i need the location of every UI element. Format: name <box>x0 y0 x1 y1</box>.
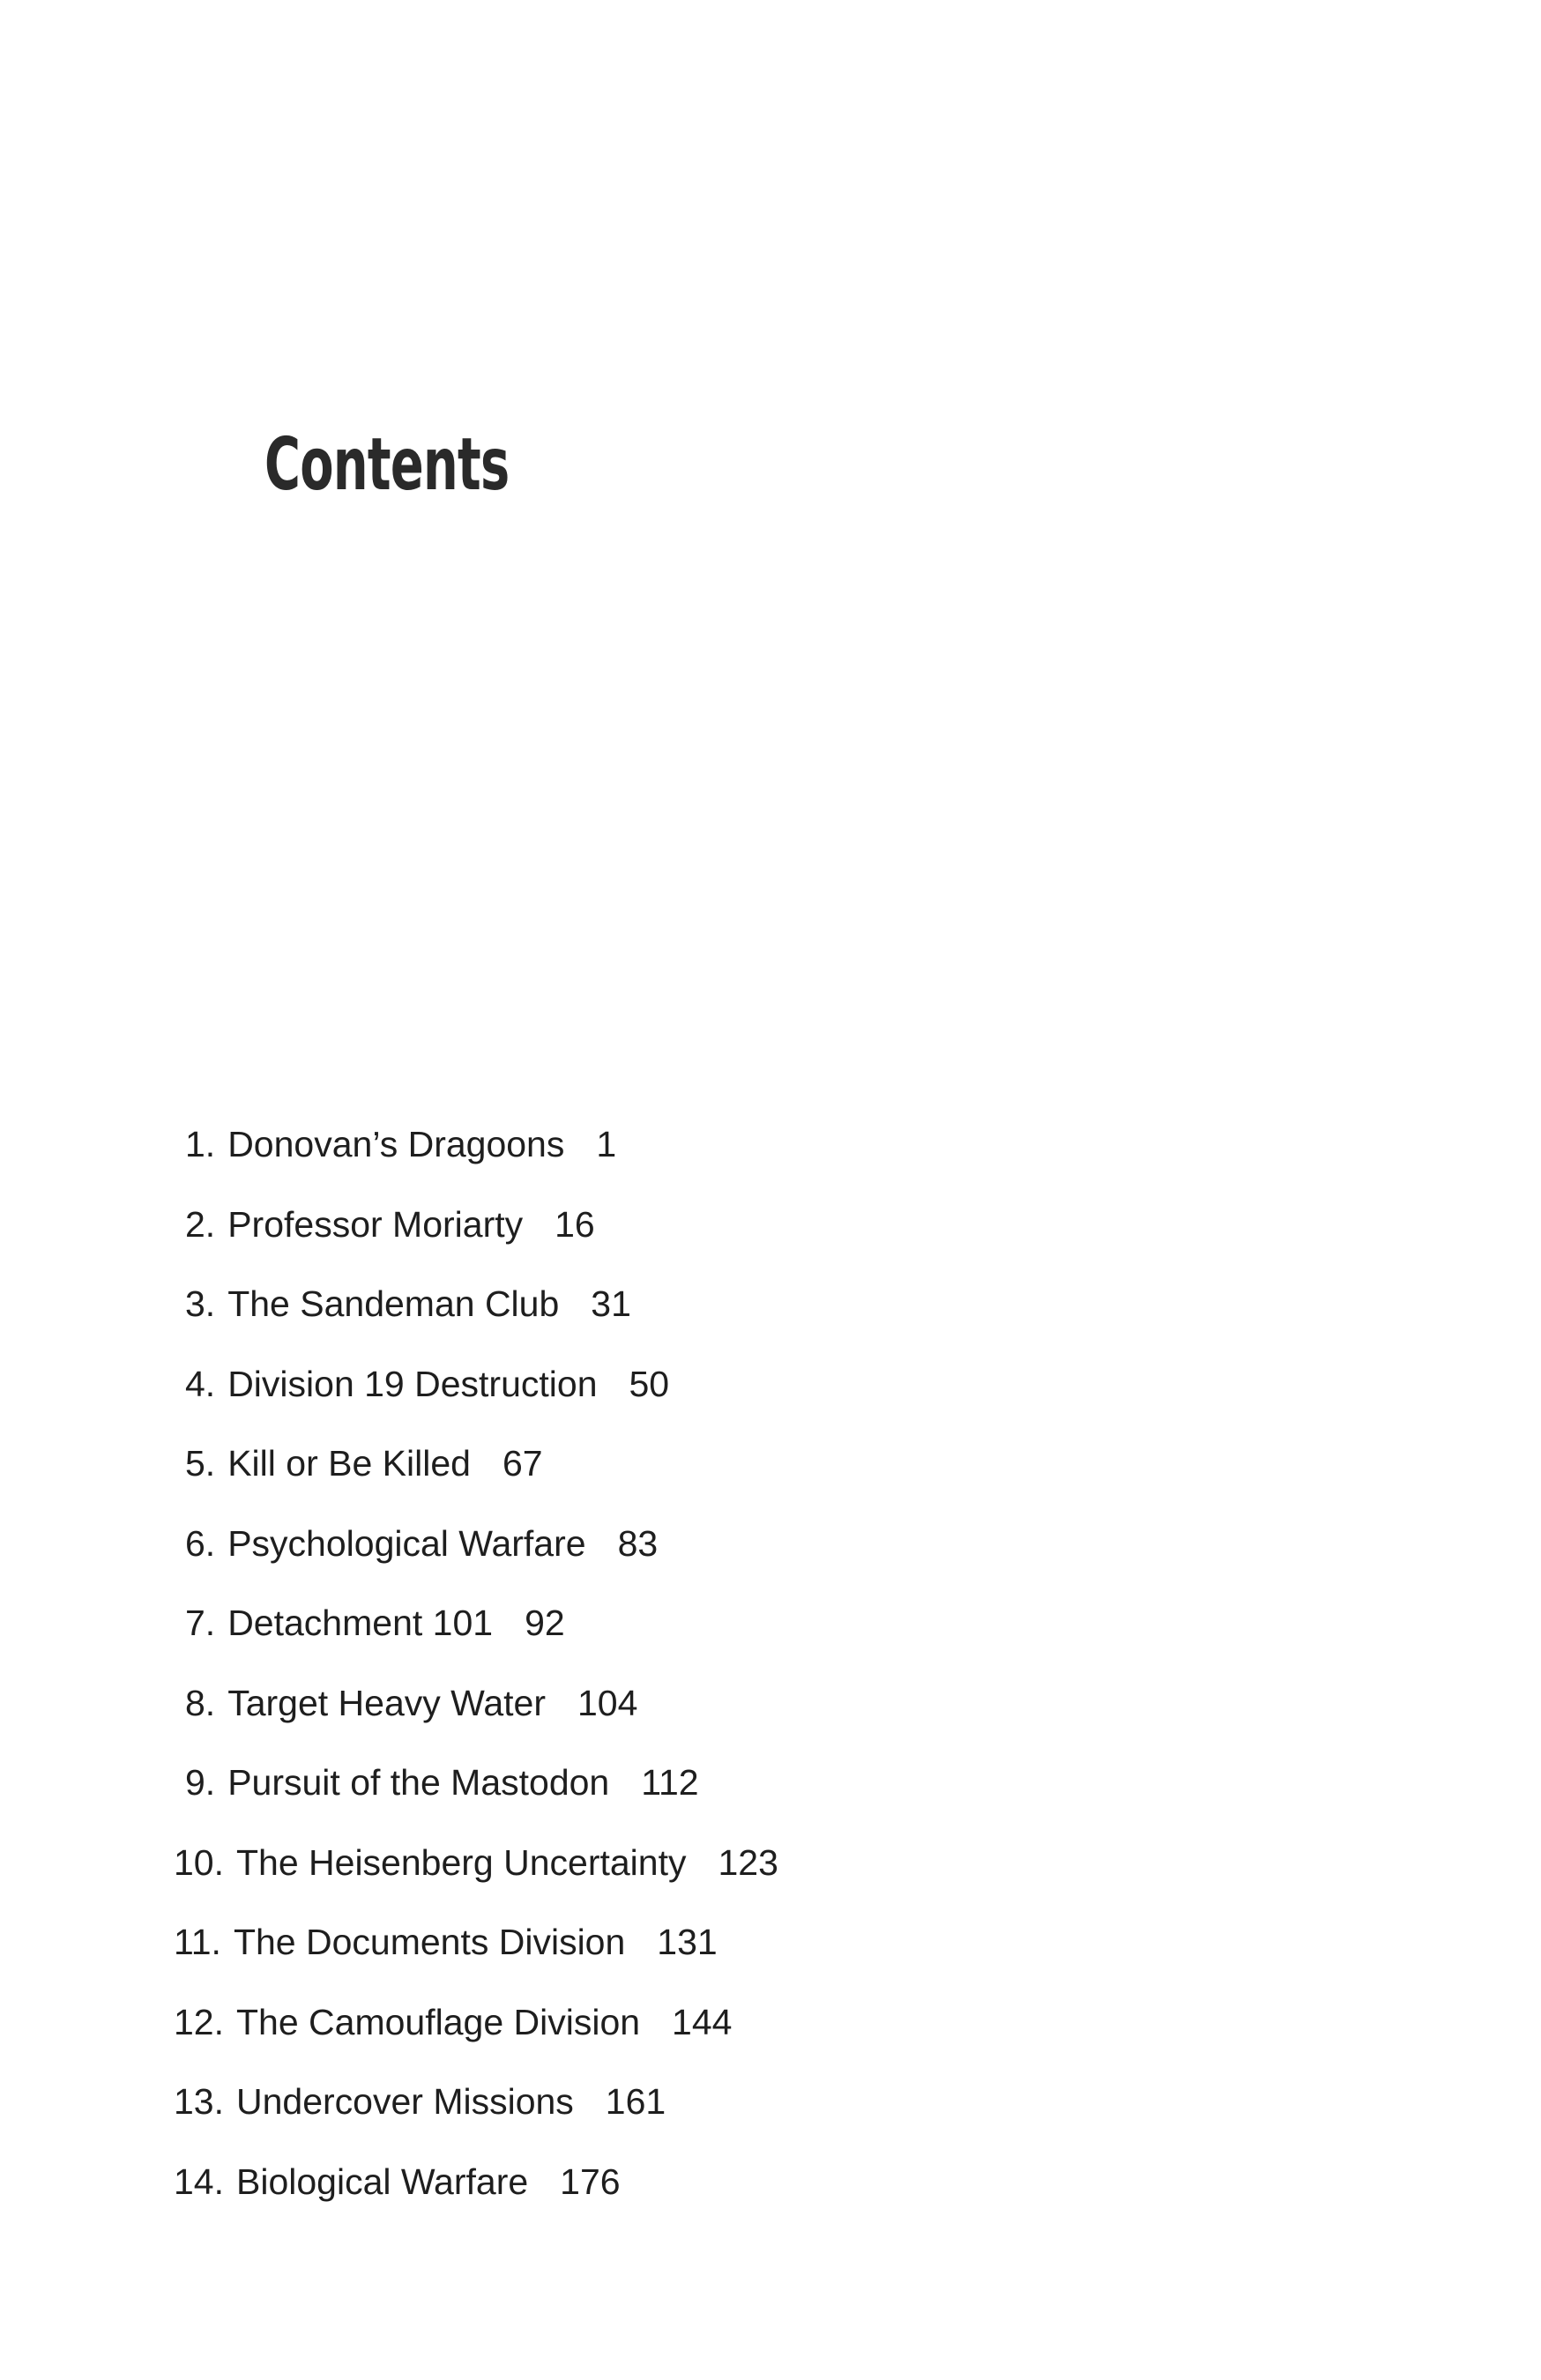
chapter-title: Kill or Be Killed <box>227 1443 471 1484</box>
chapter-title: The Heisenberg Uncertainty <box>236 1841 687 1883</box>
chapter-title: Target Heavy Water <box>227 1682 546 1723</box>
chapter-title: Donovan’s Dragoons <box>227 1124 565 1164</box>
toc-entry <box>0 2066 1541 2146</box>
toc-entry <box>0 1668 1541 1748</box>
chapter-number: 12. <box>174 2001 224 2042</box>
toc-entry <box>0 1747 1541 1827</box>
chapter-title: The Camouflage Division <box>236 2001 641 2042</box>
page-number: 92 <box>525 1603 565 1643</box>
chapter-title: Biological Warfare <box>236 2161 529 2202</box>
page-number: 16 <box>555 1203 595 1245</box>
toc-entry <box>0 1109 1541 1189</box>
toc-entry <box>0 1428 1541 1508</box>
page-number: 50 <box>629 1363 670 1404</box>
chapter-number: 7. <box>185 1603 216 1643</box>
page-number: 112 <box>641 1762 699 1803</box>
chapter-number: 14. <box>174 2161 224 2202</box>
chapter-title: The Sandeman Club <box>227 1283 560 1324</box>
chapter-number: 2. <box>185 1203 216 1245</box>
toc-entry <box>0 1268 1541 1349</box>
page-number: 144 <box>672 2001 733 2042</box>
chapter-number: 11. <box>174 1922 221 1962</box>
page-number: 131 <box>657 1922 718 1962</box>
page-number: 83 <box>617 1522 659 1564</box>
toc-entry <box>0 1189 1541 1269</box>
toc-entry <box>0 2146 1541 2227</box>
chapter-title: Detachment 101 <box>227 1603 494 1643</box>
chapter-number: 3. <box>185 1283 216 1324</box>
chapter-title: Psychological Warfare <box>227 1522 586 1564</box>
page-number: 176 <box>560 2161 621 2202</box>
toc-entry <box>0 1508 1541 1588</box>
table-of-contents <box>0 1109 1541 2226</box>
chapter-title: The Documents Division <box>233 1922 626 1962</box>
chapter-title: Undercover Missions <box>236 2081 574 2122</box>
chapter-number: 10. <box>174 1841 224 1883</box>
page-number: 123 <box>718 1841 778 1883</box>
chapter-title: Professor Moriarty <box>227 1203 524 1245</box>
page-number: 67 <box>502 1443 543 1484</box>
toc-entry <box>0 1907 1541 1987</box>
page-number: 31 <box>591 1283 631 1324</box>
chapter-title: Pursuit of the Mastodon <box>227 1762 610 1803</box>
chapter-number: 4. <box>185 1363 216 1404</box>
chapter-number: 6. <box>185 1522 216 1564</box>
toc-entry <box>0 1827 1541 1908</box>
toc-entry <box>0 1987 1541 2067</box>
toc-entry <box>0 1349 1541 1429</box>
chapter-number: 5. <box>185 1443 216 1484</box>
page-title: Contents <box>264 423 510 507</box>
page-number: 104 <box>577 1682 638 1723</box>
page-number: 1 <box>596 1124 617 1164</box>
page-number: 161 <box>605 2081 666 2122</box>
toc-entry <box>0 1588 1541 1668</box>
chapter-title: Division 19 Destruction <box>227 1363 598 1404</box>
chapter-number: 1. <box>185 1124 216 1164</box>
chapter-number: 13. <box>174 2081 224 2122</box>
chapter-number: 8. <box>185 1682 216 1723</box>
chapter-number: 9. <box>185 1762 216 1803</box>
